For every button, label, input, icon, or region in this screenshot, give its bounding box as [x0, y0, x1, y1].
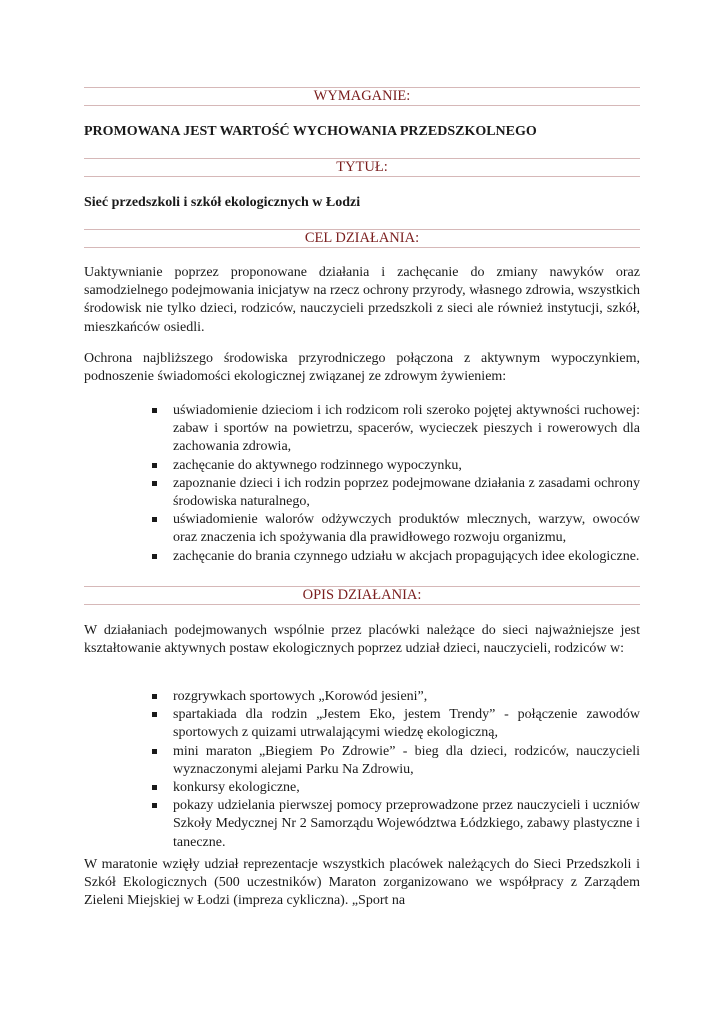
- bullet-icon: [152, 712, 157, 717]
- bullet-icon: [152, 517, 157, 522]
- goal-paragraph-1: Uaktywnianie poprzez proponowane działania i zachęcanie do zmiany nawyków oraz samodzielnego podejmowania inicjatyw na rzecz ochrony przyrody, własnego zdrowia, wszystkich środowisk nie tylko dzieci, rodziców, nauczycieli przedszkoli z sieci ale również instytucji, szkół, mieszkańców osiedli.: [84, 265, 640, 335]
- description-paragraph-2: W maratonie wzięły udział reprezentacje wszystkich placówek należących do Sieci Przedszkoli i Szkół Ekologicznych (500 uczestników) Maraton zorganizowano we współpracy z Zarządem Zieleni Miejskiej w Łodzi (impreza cykliczna). „Sport na: [84, 857, 640, 909]
- description-paragraph-1: W działaniach podejmowanych wspólnie przez placówki należące do sieci najważniejsze jest kształtowanie aktywnych postaw ekologicznych poprzez udział dzieci, nauczycieli, rodziców w:: [84, 623, 640, 657]
- bullet-icon: [152, 803, 157, 808]
- section-label: TYTUŁ:: [336, 159, 388, 175]
- bullet-icon: [152, 408, 157, 413]
- list-item: zachęcanie do brania czynnego udziału w akcjach propagujących idee ekologiczne.: [148, 548, 640, 566]
- list-item: pokazy udzielania pierwszej pomocy przeprowadzone przez nauczycieli i uczniów Szkoły Medycznej Nr 2 Samorządu Województwa Łódzkiego, zabawy plastyczne i taneczne.: [148, 797, 640, 852]
- section-header-goal: [84, 229, 640, 248]
- section-label: OPIS DZIAŁANIA:: [302, 587, 422, 603]
- bullet-icon: [152, 554, 157, 559]
- title-text: Sieć przedszkoli i szkół ekologicznych w Łodzi: [84, 195, 361, 210]
- list-item: uświadomienie dzieciom i ich rodzicom roli szeroko pojętej aktywności ruchowej: zabaw i sportów na powietrzu, spacerów, wycieczek pieszych i rowerowych dla zachowania zdrowia,: [148, 402, 640, 457]
- section-label: CEL DZIAŁANIA:: [304, 230, 420, 246]
- list-item: rozgrywkach sportowych „Korowód jesieni”,: [148, 688, 640, 706]
- bullet-icon: [152, 694, 157, 699]
- list-item: spartakiada dla rodzin „Jestem Eko, jestem Trendy” - połączenie zawodów sportowych z quizami utrwalającymi wiedzę ekologiczną,: [148, 706, 640, 742]
- bullet-icon: [152, 749, 157, 754]
- bullet-icon: [152, 785, 157, 790]
- list-item: mini maraton „Biegiem Po Zdrowie” - bieg dla dzieci, rodziców, nauczycieli wyznaczonymi alejami Parku Na Zdrowiu,: [148, 743, 640, 779]
- description-list: [148, 688, 640, 852]
- section-header-title: [84, 158, 640, 177]
- goal-list: [148, 402, 640, 566]
- goal-paragraph-2: Ochrona najbliższego środowiska przyrodniczego połączona z aktywnym wypoczynkiem, podnoszenie świadomości ekologicznej związanej ze zdrowym żywieniem:: [84, 351, 640, 385]
- requirement-text: PROMOWANA JEST WARTOŚĆ WYCHOWANIA PRZEDSZKOLNEGO: [84, 124, 537, 139]
- bullet-icon: [152, 481, 157, 486]
- list-item: zachęcanie do aktywnego rodzinnego wypoczynku,: [148, 457, 640, 475]
- bullet-icon: [152, 463, 157, 468]
- section-header-description: [84, 586, 640, 605]
- list-item: zapoznanie dzieci i ich rodzin poprzez podejmowane działania z zasadami ochrony środowiska naturalnego,: [148, 475, 640, 511]
- list-item: konkursy ekologiczne,: [148, 779, 640, 797]
- section-label: WYMAGANIE:: [313, 88, 411, 104]
- section-header-requirement: [84, 87, 640, 106]
- list-item: uświadomienie walorów odżywczych produktów mlecznych, warzyw, owoców oraz znaczenia ich spożywania dla prawidłowego rozwoju organizmu,: [148, 511, 640, 547]
